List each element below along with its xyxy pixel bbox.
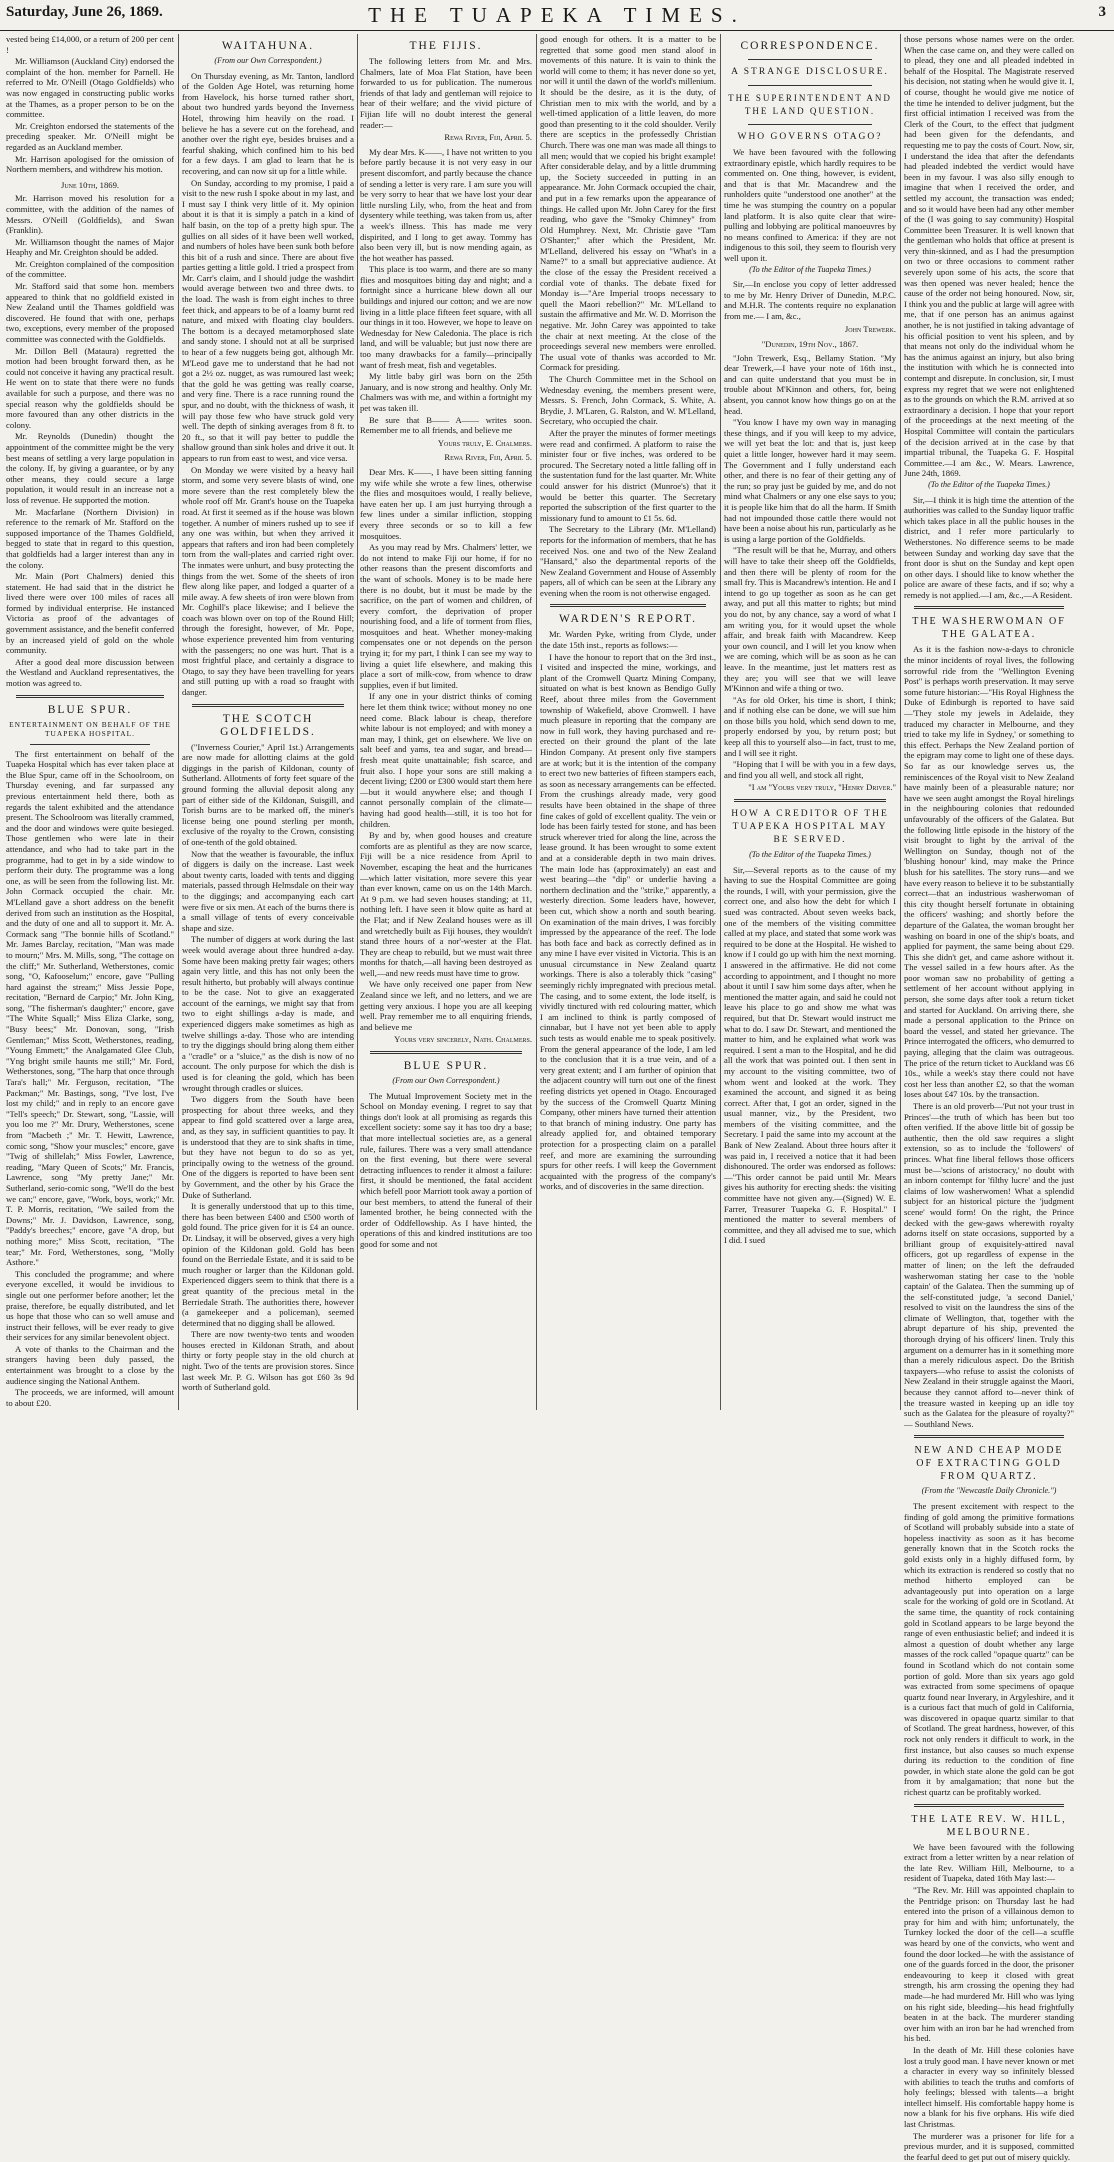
paragraph: On Sunday, according to my promise, I paid a visit to the new rush I spoke about in my last, and I must say I think very little of it. My opinion about it is that it is simply a patch in a kind of half basin, on the top of a pretty high spur. The gullies on all sides of it have been well worked, and numbers of holes have been sunk both before this bit of a rush and since. There are about five parties getting a little gold. I tried a prospect from Mr. Carr's claim, and I should judge the washdirt would average between two and three dwts. to the load. The wash is from eight inches to three feet thick, and appears to be of a loamy burnt red nature, and mixed with floating clay boulders. The bottom is a decayed metamorphosed slate and sandy stone. I should not at all be surprised to hear of a few nuggets being got, although Mr. M'Leod gave me to understand that he had not got a 2½ oz. nugget, as was rumoured last week; that the gold he was getting was really coarse, and very fine. There is a race running round the spur, and no doubt, with the thickness of wash, it will pay those few who have struck gold very well. The depth of sinking averages from 8 ft. to 20 ft., so that it will pay better to puddle the shallow ground than sink holes and drive it out. It appears to run from east to west, and vice versa.	[182, 177, 354, 463]
section-divider	[16, 695, 164, 698]
section-heading: THE FIJIS.	[409, 40, 483, 52]
column-2	[182, 34, 354, 1410]
section-heading: BLUE SPUR.	[403, 1060, 489, 1073]
paragraph: "The result will be that he, Murray, and others will have to take their sheep off the Goldfields, and then there will be plenty of room for the small fry. This is Macandrew's intention. He and I intend to go up together as soon as he can get away, and put all this matter to rights; but mind you do not, by any chance, say a word of what I am writing you, for it would upset the whole affair, and break faith with Macandrew. Keep your own council, and I will let you know when we are coming, which will be as soon as he can leave. In the meantime, just let matters rest as they are; you will see that we will leave M'Kinnon and wife a thing or two.	[724, 545, 896, 694]
paragraph: good enough for others. It is a matter to be regretted that some good men stand aloof in movements of this nature. It is vain to think the world will come to them; it has never done so yet, nor will it until the dawn of the world's millenium. It should be the desire, as it is the duty, of Christian men to mix with the world, and by a well-timed application of a little leaven, do more good than presenting to it the cold shoulder. Verily there are sceptics in the professedly Christian Church. There was one man was made all things to all men; would that we copied his bright example! After considerable delay, and by a little drumming up, the Society succeeded in putting in an appearance. Mr. John Cormack occupied the chair, and put in a few remarks upon the appearance of things. He called upon Mr. John Carey for the first reading, who gave the "Smoky Chimney" from Old Humphrey. Next, Mr. Christie gave "Tam O'Shanter;" after which the President, Mr. M'Lelland, delivered his essay on "What's in a Name?" to a small but appreciative audience. At the close of the essay the President received a cordial vote of thanks. The debate fixed for Monday is—"Are Imperial troops necessary to quell the Maori rebellion?" Mr. M'Lelland to sustain the affirmative and Mr. W. D. Morrison the negative. Mr. John Carey was appointed to take the chair at next meeting. At the close of the proceedings several new members were enrolled. The usual vote of thanks was accorded to Mr. Cormack for presiding.	[540, 34, 716, 373]
column-3	[360, 34, 532, 1410]
paragraph: Mr. Williamson thought the names of Major Heaphy and Mr. Creighton should be added.	[6, 236, 174, 258]
paragraph: There is an old proverb—'Put not your trust in Princes'—the truth of which has been but too often verified. If the above little bit of gossip be authentic, then the old saw requires a slight extension, so as to include the 'followers' of princes. What fine liberal fellows those officers must be—'scions of aristocracy,' no doubt with an inborn contempt for 'filthy lucre' and the just claims of low washerwomen! What a splendid subject for an historical picture the 'judgment scene' would form! On the right, the Prince decked with the gew-gaws wherewith royalty adorns itself on state occasions, supported by a brilliant group of exquisitely-attired naval officers, got up regardless of expense in the matter of linen; on the left the defrauded washerwoman stating her case to the 'noble captain' of the Galatea. Then the summing up of the self-constituted judge, 'a second Daniel,' resolved to visit on the laundress the sins of the climate of Wellington, that, together with the abrupt departure of his ship, prevented the thorough drying of his officers' linen. Truly this argument on a demurrer has in it something more than a merely ridiculous aspect. Do the British taxpayers—who refuse to assist the colonists of New Zealand in their struggle against the Maori, because they cannot afford to—never think of the treasure wasted in keeping up an idle toy such as the Galatea for the pleasure of royalty?" — Southland News.	[904, 1101, 1074, 1429]
paragraph: Mr. Harrison moved his resolution for a committee, with the addition of the names of Messrs. O'Neill (Goldfields), and Swan (Franklin).	[6, 193, 174, 236]
paragraph: Mr. Reynolds (Dunedin) thought the appointment of the committee might be the very best means of settling a very large population in the colony. If, by giving a guarantee, or by any other means, they could secure a large population, it would result in an increase not a loss of revenue. He supported the motion.	[6, 431, 174, 505]
byline: (From our Own Correspondent.)	[392, 1076, 500, 1086]
section-heading: THE LATE REV. W. HILL, MELBOURNE.	[911, 1813, 1067, 1838]
column-5	[724, 34, 896, 1410]
paragraph: Mr. Williamson (Auckland City) endorsed the complaint of the hon. member for Parnell. He referred to Mr. O'Neill (Otago Goldfields) who was now engaged in constructing public works at the Thames, as a proper person to be on the committee.	[6, 56, 174, 120]
source-credit: (From the "Newcastle Daily Chronicle.")	[921, 1486, 1057, 1496]
letter-heading: (To the Editor of the Tuapeka Times.)	[749, 850, 871, 860]
paragraph: On Monday we were visited by a heavy hail storm, and some very severe blasts of wind, one more severe than the rest completely blew the whole roof off Mr. Grant's house on the Tuapeka road. At first it seemed as if the house was blown together. A number of miners rushed up to see if any one was within, but when they arrived it appears that rafters and iron had been completely torn from the wall-plates and carried right over. The inmates were unhurt, and busy protecting the things from the wet. Some of the sheets of iron flew along like paper, and lodged a quarter of a mile away. A few sheets of iron were blown from Mr. Coghill's place likewise; and I believe the coach was blown over on top of the Round Hill; through the foresight, however, of Mr. Pope, whose experience prevented him from venturing with the passengers; no one was hurt. That is a most frightful place, and certainly a disgrace to Otago, to say they have been travelling for years and still putting up with a road so fraught with danger.	[182, 464, 354, 698]
paragraph: The following letters from Mr. and Mrs. Chalmers, late of Moa Flat Station, have been forwarded to us for publication. The numerous friends of that lady and gentleman will rejoice to hear of their welfare; and the vivid picture of Fijian life will no doubt interest the general reader:—	[360, 56, 532, 130]
column-4	[540, 34, 716, 1410]
signature: Yours very sincerely, Nath. Chalmers.	[394, 1034, 532, 1045]
short-rule	[748, 85, 872, 86]
section-heading: THE SCOTCH GOLDFIELDS.	[220, 712, 316, 738]
paragraph: We have been favoured with the following extract from a letter written by a near relation of the late Rev. William Hill, Melbourne, to a resident of Tuapeka, dated 16th May last:—	[904, 1841, 1074, 1884]
section-heading: NEW AND CHEAP MODE OF EXTRACTING GOLD FROM QUARTZ.	[914, 1445, 1064, 1483]
section-heading: WAITAHUNA.	[221, 40, 315, 52]
paragraph: Mr. Warden Pyke, writing from Clyde, under the date 15th inst., reports as follows:—	[540, 629, 716, 651]
short-rule	[748, 59, 872, 60]
short-rule	[748, 124, 872, 125]
paragraph: Mr. Stafford said that some hon. members appeared to think that no goldfield existed in New Zealand until the Thames goldfield was discovered. He found that with one, perhaps two, exceptions, every member of the proposed committee was connected with the Goldfields.	[6, 281, 174, 345]
paragraph: "John Trewerk, Esq., Bellamy Station. "My dear Trewerk,—I have your note of 16th inst., and can quite understand that you must be in trouble about M'Kinnon and others, for, being absent, you cannot know how things go on at the head.	[724, 352, 896, 416]
paragraph: We have only received one paper from New Zealand since we left, and no letters, and we are getting very anxious. I hope you are all keeping well. Pray remember me to all enquiring friends, and believe me	[360, 979, 532, 1032]
paragraph: I have the honour to report that on the 3rd inst., I visited and inspected the mine, workings, and plant of the Cromwell Quartz Mining Company, situated on what is best known as Bendigo Gully Reef, about three miles from the Government township of Wakefield, above Cromwell. I have much pleasure in reporting that the company are now in full work, they having purchased and re-erected on their ground the plant of the late Hindon Company. At present only five stampers are at work; but it is the intention of the company to erect two new batteries of fifteen stampers each, as soon as necessary arrangements can be effected. From the crushings already made, very good results have been obtained in the shape of three fine cakes of gold of excellent quality. The vein or lode has been fairly tested for stone, and has been struck wherever tried for along the line, across the lease ground. It has been wrought to some extent and at a considerable depth in two main drives. The main lode has (approximately) an east and west bearing—the "dip" or underlie having a northern declination and the "strike," apparently, a westerly direction. Some leaders have, however, been cut, which show a north and south bearing. On examination of the main drives, I was forcibly impressed by the appearance of the reef. The lode has both face and back as correctly defined as in any mine I have ever visited in Victoria. This is an unusual circumstance in New Zealand quartz workings. There is also a tolerably thick "casing" seemingly richly impregnated with precious metal. The casing, and to some extent, the lode itself, is vividly tinctured with red colouring matter, which I am inclined to think is partly composed of cinnabar, but I have not yet been able to apply such tests as would enable me to speak positively. From the general appearance of the lode, I am led to the conclusion that it is a true vein, and of a very great extent; and I am further of opinion that the adjacent country will turn out one of the finest reefing districts yet opened in Otago. Encouraged by the success of the Cromwell Quartz Mining Company, other miners have turned their attention to that branch of mining industry. One party has already applied for, and obtained temporary protection for a prospecting claim on a parallel reef, and more are examining the surrounding spurs for other reefs. I will keep the Government acquainted with the progress of the company's works, and of discoveries in the same direction.	[540, 651, 716, 1192]
column-1	[6, 34, 174, 1410]
section-heading: BLUE SPUR.	[47, 703, 133, 716]
paragraph: A vote of thanks to the Chairman and the strangers having been duly passed, the entertainment was brought to a close by the audience singing the National Anthem.	[6, 1343, 174, 1386]
paragraph: By and by, when good houses and creature comforts are as plentiful as they are now scarce, Fiji will be a nice residence from April to November, escaping the heat and the hurricanes—which latter visitation, more severe this year than ever known, came on us on the 14th March. At 9 p.m. we had seven houses standing; at 11, nothing left. I have seen it blow quite as hard at the Flat; and if New Zealand houses were as ill and wretchedly built as Fiji houses, they wouldn't stand three hours of a nor'-wester at the Flat. They are cheap to rebuild, but we must wait three months for thatch,—all having been destroyed as well,—and new reeds must have time to grow.	[360, 830, 532, 978]
paragraph: The murderer was a prisoner for life for a previous murder, and it is supposed, committed the fearful deed to get put out of misery quickly.	[904, 2130, 1074, 2162]
paragraph: If any one in your district thinks of coming here let them think twice; without money no one need come. Black labour is cheap, therefore white labour is not employed; and with money a man may, I think, get on elsewhere. We live on salt beef and yams, tea and sugar, and bread—fresh meat quite unattainable; fish scarce, and fruit also. I hope your sons are still making a decent living; £200 or £300 would start them here—but it would anywhere else; and though I cannot personally complain of the climate—having had good health—still, it is too hot for children.	[360, 691, 532, 829]
section-divider	[914, 606, 1064, 609]
paragraph: This place is too warm, and there are so many flies and mosquitoes biting day and night; and a fortnight since a hurricane blew down all our buildings and injured our cotton; and we are now living in a little place fifteen feet square, with all our things in it too. However, we hope to leave on Wednesday for New Caledonia. The place is rich land, and will be valuable; but just now there are too many drawbacks for a family—principally want of fresh meat, fish and vegetables.	[360, 264, 532, 370]
section-divider	[734, 799, 886, 802]
masthead-title: THE TUAPEKA TIMES.	[368, 3, 746, 27]
column-rule	[536, 34, 537, 1410]
paragraph: "As for old Orker, his time is short, I think; and if nothing else can be done, we will sue him on those bills you hold, which send down to me, properly endorsed by you, by return post; but keep all this to yourself also—in fact, trust to me, and I will see it right.	[724, 694, 896, 758]
section-heading: THE WASHERWOMAN OF THE GALATEA.	[912, 616, 1066, 641]
paragraph: Mr. Main (Port Chalmers) denied this statement. He had said that in the district he lived there were over 100 miles of races all formed by individual enterprise. He instanced Victoria as proof of the advantages of government assistance, and the benefit conferred by an increased yield of gold on the whole community.	[6, 571, 174, 656]
paragraph: Two diggers from the South have been prospecting for about three weeks, and they appear to find gold scattered over a large area, and, as they say, in sufficient quantities to pay. It is understood that they are to sink shafts in time, but they have not begun to do so as yet, principally owing to the wetness of the ground. One of the diggers is reported to have been sent by Government, and the other by his Grace the Duke of Sutherland.	[182, 1094, 354, 1200]
paragraph: Mr. Creighton endorsed the statements of the preceding speaker. Mr. O'Neill might be regarded as an Auckland member.	[6, 120, 174, 152]
column-rule	[720, 34, 721, 1410]
paragraph: The Secretary to the Library (Mr. M'Lelland) reports for the information of members, that he has received Nos. one and two of the New Zealand "Hansard," also the departmental reports of the New Zealand Government and House of Assembly papers, all of which can be seen at the Library any evening when the room is not otherwise engaged.	[540, 524, 716, 598]
paragraph: After a good deal more discussion between the Westland and Auckland representatives, the motion was agreed to.	[6, 656, 174, 689]
section-divider	[914, 1804, 1064, 1807]
paragraph: In the death of Mr. Hill these colonies have lost a truly good man. I have never known or met a character in every way so infinitely blessed with abilities to teach the truths and comforts of holy feelings; blessed with talents—a bright intellect himself. His comfortable happy home is now a blank for his five orphans. His wife died last Christmas.	[904, 2044, 1074, 2130]
paragraph: Mr. Harrison apologised for the omission of Northern members, and withdrew his motion.	[6, 153, 174, 175]
paragraph: "You know I have my own way in managing these things, and if you will keep to my advice, we will yet beat the lot: and that is, just keep quiet a little longer, however hard it may seem. The Government and I fully understand each other, and there is no fear of their getting any of the run; so pray just be guided by me, and do not mind what Chalmers or any one else says to you; it is people like him that do all the harm. If Smith had not impounded those cattle there would not have been a noise about his run, particularly as he is using a large portion of the Goldfields.	[724, 417, 896, 544]
letter-date: "Dunedin, 19th Nov., 1867.	[761, 339, 859, 350]
paragraph: The first entertainment on behalf of the Tuapeka Hospital which has ever taken place at the Blue Spur, came off in the Schoolroom, on Thursday evening, and far surpassed any previous entertainment held there, both as regards the talent exhibited and the attendance present. The Schoolroom was literally crammed, and the door and windows were quite besieged. Those gentlemen who were late in their attendance, and who had to take part in the programme, had to get in by a side window to perform their duty. The programme was a long one, as will be seen from the following list. Mr. John Cormack occupied the chair. Mr. M'Lelland gave a short address on the benefit derived from such an institution as the Hospital, and the duty of one and all to support it. Mr. A. Cormack sang "The bonnie hills of Scotland." Mr. James Barclay, recitation, "Man was made to mourn;" Mrs. M. Mills, song, "The cottage on the cliff;" Mr. Sutherland, Wetherstones, comic song, "O, Kafooselum;" encore, gave "Pulling hard against the stream;" Miss Jessie Pope, recitation, "Bernard de Carpio;" Mr. John King, song, "The fisherman's daughter;" encore, gave "The White Squall;" Miss Eliza Clarke, song, "Busy bees;" Mr. Donovan, song, "Irish Gentleman;" Miss Scott, Wetherstones, reading, "Young Emmett;" the Analgamated Glee Club, "Yng bright smile haunts me still;" Mr. Ford, Wetherstones, song, "The harp that once through Tara's hall;" Mr. Ferguson, recitation, "The Packman;" Mr. Bastings, song, "I've lost, I've lost my child;" and in reply to an encore gave "Tell's speech;" Dr. Stewart, song, "Lassie, will you loo me ?" Mr. Drury, Wetherstones, scene from "Macbeth ;" Mr. T. Hewitt, Lawrence, comic song, "Show your muscles;" encore, gave "Twig of shillelah;" Miss Fowler, Lawrence, reading, "Mary Queen of Scots;" Mr. Francis, Lawrence, song "My pretty Jane;" Mr. Sutherland, serio-comic song, "We'll do the best we can;" encore, gave, "Work, boys, work;" Mr. T. P. Morris, recitation, "We sailed from the Downs;" Mr. J. Davidson, Lawrence, song, "Paddy's breeches;" encore, gave "A drop, but nothing more;" Miss Scott, recitation, "The tear;" Mr. Ford, Wetherstones, song, "Molly Asthore."	[6, 748, 174, 1268]
paragraph: This concluded the programme; and where everyone excelled, it would be invidious to single out one performer before another; let the praise, therefore, be equally distributed, and let us hope that those who can so well amuse and instruct their fellows, will be ever ready to give their services for any similar benevolent object.	[6, 1268, 174, 1343]
paragraph: We have been favoured with the following extraordinary epistle, which hardly requires to be commented on. One thing, however, is evident, and that is that Mr. Macandrew and the runholders quite "understood one another" at the time he was stumping the country on a popular land platform. It is also quite clear that wire-pulling and lobbying are political manoeuvres by no means confined to America: if they are not indigenous to this soil, they seem to flourish very well upon it.	[724, 147, 896, 263]
dateline: June 10th, 1869.	[60, 179, 120, 190]
paragraph: The present excitement with respect to the finding of gold among the primitive formations of Scotland will probably subside into a state of hopeless inactivity as soon as it has become generally known that in the Scotch rocks the gold exists only in a highly diffused form, by which its extraction is rendered so costly that no method hitherto employed can be advantageously put into operation on a large scale for the working of gold ore in Scotland. At the same time, the quantity of rock containing gold in Scotland appears to be large beyond the range of even enthusiastic belief; and indeed it is almost a question of doubt whether any large masses of the rock called "opaque quartz" can be found in Scotland which do not contain some portion of gold. More than six years ago gold was extracted from some specimens of opaque quartz found near Inverary, in Argyleshire, and it is a curious fact that much of gold in California, was discovered in opaque quartz similar to that of Scotland. The great hardness, however, of this rock not only renders it difficult to work, in the first instance, but also causes so much expense during its reduction to the condition of fine powder, in which state alone the gold can be got from it by amalgamation; that none but the richest quartz can be profitably worked.	[904, 1501, 1074, 1798]
column-rule	[357, 34, 358, 1410]
paragraph: The Mutual Improvement Society met in the School on Monday evening. I regret to say that things don't look at all promising as regards this excellent society: some say it has too dry a base; that more intellectual societies are, as a general rule, failures. There was a very small attendance on the first evening, but there were several detracting influences to render it almost a failure: first, it should be mentioned, the fatal accident which befell poor Marriott took away a portion of our best members, to attend the funeral of their lamented brother, he being connected with the order of Oddfellowship. As I have hinted, the operations of this and kindred institutions are too good for some and not	[360, 1090, 532, 1249]
paragraph: As it is the fashion now-a-days to chronicle the minor incidents of royal lives, the following sorrowful ride from the "Wellington Evening Post" is perhaps worth preservation. It may serve some future historian:—"His Royal Highness the Duke of Edinburgh is reported to have said—'They stole my jewels in Adelaide, they traduced my character in Melbourne, and they tried to take my life in Sydney,' or something to this effect. Perhaps the New Zealand portion of the epigram may come to light one of these days. So far as our knowledge serves us, the reminiscences of the Royal visit to New Zealand have mainly been of a pleasurable nature; nor have we seen aught amongst the Royal hirelings in the neighbouring colonies that redounded unfavourably of the officers of the Galatea. But the following little episode in the history of the visit brought to light by the arrival of the Wellington on Sunday, though not of the 'blushing honour' kind, may make the Prince blush for his satellites. The story runs—and we have every reason to believe it to be substantially correct—that an industrious washerwoman of this city thought herself fortunate in obtaining the officers' washing; and shortly before the departure of the Galatea, the woman brought her washing on board in one of the ship's boats, and applied for payment, the same being about £29. This she didn't get, and came ashore without it. The vessel sailed in a few hours after. As the poor woman saw no probability of getting a settlement of her account without applying in person, she some days after took a return ticket and started for Auckland. On arriving there, she made a personal application to the Prince on board the vessel, and stated her grievance. The Prince interrogated the officers, who demurred to paying, alleging that the claim was outrageous. The price of the return ticket to Auckland was £6 10s., while a week's stay there could not have cost her less than another £2, so that the woman loses about £47 10s. by the transaction.	[904, 644, 1074, 1100]
paragraph: Mr. Dillon Bell (Mataura) regretted the motion had been brought forward then, as he could not conceive it having any practical result. He went on to state that there were no funds available for such a purpose, and there was no special reason why the goldfields should be more favoured than any other districts in the colony.	[6, 345, 174, 430]
paragraph: My little baby girl was born on the 25th January, and is now strong and healthy. Only Mr. Chalmers was with me, and within a fortnight my pet was taken ill.	[360, 371, 532, 413]
paragraph: Now that the weather is favourable, the influx of diggers is daily on the increase. Last week about twenty carts, loaded with tents and digging materials, passed through Helmsdale on their way to the diggings; and accompanying each cart were five or six men. At each of the burns there is a small village of tents of every conceivable shape and size.	[182, 848, 354, 933]
section-heading: WARDEN'S REPORT.	[559, 613, 697, 626]
letter-heading: (To the Editor of the Tuapeka Times.)	[928, 479, 1050, 489]
paragraph: Sir,—Several reports as to the cause of my having to sue the Hospital Committee are going the rounds, I will, with your permission, give the correct one, and also how the debt for which I sued was contracted. About seven weeks back, one of the members of the visiting committee called at my place, and stated that some work was required to be done at the Hospital. He wished to know if I could go up with him the next morning. I answered in the affirmative. He did not come according to appointment, and I thought no more about it until I saw him some days after, when he mentioned the matter again, and said he could not leave his place to go and show me what was required, but that Dr. Stewart would instruct me what to do. I saw Dr. Stewart, and mentioned the matter to him, and he explained what work was required. I sent a man to the Hospital, and he did all the work that was pointed out. I then sent in my account to the visiting committee, two of whom went and looked at the work. They examined the account, and signed it as being correct. After that, I got an order, signed in the usual manner, viz., by the President, two members of the visiting committee, and the Secretary. I paid the same into my account at the Bank of New Zealand. About three hours after it was paid in, I received a notice that it had been dishonoured. The order was endorsed as follows:—"This order cannot be paid until Mr. Mears gives his authority for erecting sheds: the visiting committee have not given any.—(Signed) W. E. Farrer, Treasurer Tuapeka G. F. Hospital." I mentioned the matter to several members of committee, and they all advised me to sue, which I did. I sued	[724, 864, 896, 1246]
paragraph: Mr. Macfarlane (Northern Division) in reference to the remark of Mr. Stafford on the supposed importance of the Thames Goldfield, begged to state that in regard to this question, that goldfields had a larger interest than any in the colony.	[6, 506, 174, 570]
byline: (From our Own Correspondent.)	[214, 56, 322, 65]
paragraph: vested being £14,000, or a return of 200 per cent !	[6, 34, 174, 55]
paragraph: On Thursday evening, as Mr. Tanton, landlord of the Golden Age Hotel, was returning home from Havelock, his horse turned rather short, about two hundred yards beyond the Inverness Hotel, throwing him heavily on the road. I believe he has a severe cut on the forehead, and another over the right eye, besides bruises and a fearful shaking, which confined him to his bed for a few days. I am glad to learn that he is recovering, and can now sit up for a little while.	[182, 70, 354, 176]
paragraph: Dear Mrs. K——, I have been sitting fanning my wife while she wrote a few lines, otherwise the flies and mosquitoes would, I really believe, have eaten her up. I am just hurrying through a few lines under a similar infliction, stopping every three seconds or so to kill a few mosquitoes.	[360, 466, 532, 541]
section-heading: CORRESPONDENCE.	[740, 40, 880, 52]
section-heading: THE SUPERINTENDENT AND THE LAND QUESTION.	[728, 93, 892, 116]
paragraph: Sir,—In enclose you copy of letter addressed to me by Mr. Henry Driver of Dunedin, M.P.C. and M.H.R. The contents require no explanation from me.— I am, &c.,	[724, 279, 896, 321]
paragraph: ("Inverness Courier," April 1st.) Arrangements are now made for allotting claims at the gold diggings in the parish of Kildonan, county of Sutherland. Allotments of forty feet square of the ground forming the alluvial deposit along any part of either side of the Kildonan, Suisgill, and Torish burns are to be marked off, the miner's license being one pound sterling per month, exclusive of the royalty to the Crown, consisting of one-tenth of the gold obtained.	[182, 741, 354, 847]
paragraph: As you may read by Mrs. Chalmers' letter, we do not intend to make Fiji our home, if for no other reasons than the present discomforts and the want of schools. Money is to be made here there is no doubt, but it must be made by the sacrifice, on the part of women and children, of every comfort, the deprivation of proper nourishing food, and a life of torment from flies, mosquitoes and heat. Whether money-making compensates one or not depends on the person trying it; for my part, I think I can see my way to living a quiet life elsewhere, and making this place a sort of milk-cow, from whence to draw supplies, even if but limited.	[360, 542, 532, 690]
section-heading: WHO GOVERNS OTAGO?	[737, 132, 883, 142]
issue-date: Saturday, June 26, 1869.	[6, 4, 163, 20]
paragraph: There are now twenty-two tents and wooden houses erected in Kildonan Strath, and about thirty or forty people stay in the old church at night. Two of the tents are provision stores. Since last week Mr. P. G. Wilson has got £60 3s 9d worth of Sutherland gold.	[182, 1329, 354, 1393]
section-heading: HOW A CREDITOR OF THE TUAPEKA HOSPITAL MAY BE SERVED.	[731, 809, 889, 846]
paragraph: My dear Mrs. K——, I have not written to you before partly because it is not very easy in our present discomfort, and partly because the chance of sending a letter is very rare. I am sure you will be very sorry to hear that we have lost your dear little nursling Lily, who, from the heat and from dysentery while teething, was taken from us, after a week's illness. This has made me very dispirited, and I long to get away. Tommy has also been very ill, but is now mending again, as the hot weather has passed.	[360, 146, 532, 263]
signature: "I am "Yours very truly, "Henry Driver."	[748, 782, 896, 793]
paragraph: It is generally understood that up to this time, there has been between £400 and £500 worth of gold found. The price given for it is £4 an ounce. Dr. Lindsay, it will be observed, gives a very high opinion of the Kildonan gold. Gold has been found on the Berriedale Estate, and it is said to be much rougher or larger than the Kildonan gold. Experienced diggers seem to think that there is a great quantity of the precious metal in the Berriedale Strath. The authorities there, however (a gamekeeper and a policeman), seemed determined that no digging shall be allowed.	[182, 1201, 354, 1328]
paragraph: Mr. Creighton complained of the composition of the committee.	[6, 258, 174, 280]
section-heading: A STRANGE DISCLOSURE.	[731, 67, 889, 77]
paragraph: "Hoping that I will be with you in a few days, and find you all well, and stock all right,	[724, 759, 896, 780]
section-divider	[370, 1051, 522, 1054]
paragraph: Sir,—I think it is high time the attention of the authorities was called to the Sunday liquor traffic which takes place in all the public houses in the district, and I refer more particularly to Wetherstones. No difference seems to be made between Sunday and working day save that the front door is shut on the Sunday and kept open on other days. I should like to know whether the police are aware of these facts, and if so; why a remedy is not applied.—I am, &c.,—A Resident.	[904, 494, 1074, 600]
newspaper-header	[0, 0, 1114, 31]
page-number: 3	[1098, 4, 1106, 20]
column-6	[904, 34, 1074, 2162]
paragraph: those persons whose names were on the order. When the case came on, and they were called on to plead, they one and all pleaded indebted in behalf of the Hospital. The Magistrate reserved his decision, not stating when he would give it. I, of course, thought he would give me notice of the time he intended to deliver judgment, but the first official intimation I received was from the Clerk of the Court, to the effect that judgment had been given for the defendants, and requesting me to pay the costs of Court. Now, sir, I understand the idea that after the defendants had pleaded indebted the verdict would have been in my favour. I was also silly enough to imagine that when I received the order, and settled my account, the transaction was ended; and so it would have been had any other member of the (I was going to say community) Hospital Committee been Treasurer. It is well known that the gentleman who holds that office at present is very thin-skinned, and as I had the presumption on two or three occasions to comment rather severely upon some of his acts, the score that was then opened was never healed; hence the cause of the order not being honoured. Now, sir, I think you and the public at large will agree with me, that if one person has an animus against another, he is not justified in taking advantage of his official position to vent his spleen, and by that means not only do the individual whom he has the animus against an injury, but also bring the institution with which he is connected into contempt and disrepute. In conclusion, sir, I must express my regret that we were not enlightened as to the grounds on which the R.M. arrived at so extraordinary a decision. I hope that your report of the proceedings at the next meeting of the Hospital Committee will contain the particulars of the decision arrived at in the case by that impartial tribunal, the Tuapeka G. F. Hospital Committee.—I am &c., W. Mears. Lawrence, June 24th, 1869.	[904, 34, 1074, 479]
paragraph: After the prayer the minutes of former meetings were read and confirmed. A platform to raise the minister four or five inches, was ordered to be procured. The Secretary noted a little falling off in the sustentation fund for the last quarter. Mr. White could answer for his district (Munroe's) that it would be better this quarter. The Secretary reported the subscription of the first quarter to the missionary fund to amount to £1 5s. 6d.	[540, 427, 716, 523]
paragraph: The proceeds, we are informed, will amount to about £20.	[6, 1387, 174, 1408]
short-rule	[30, 744, 150, 745]
section-subheading: ENTERTAINMENT ON BEHALF OF THE TUAPEKA HOSPITAL.	[9, 719, 171, 738]
letter-place-date: Rewa River, Fiji, April 5.	[444, 132, 532, 143]
section-divider	[192, 704, 344, 707]
column-rule	[178, 34, 179, 1410]
signature: Yours truly, E. Chalmers.	[437, 437, 532, 448]
letter-heading: (To the Editor of the Tuapeka Times.)	[749, 264, 871, 274]
paragraph: The number of diggers at work during the last week would average about three hundred a-day. Some have been making pretty fair wages; others again very little, and this has not only been the result hitherto, but probably will always continue to be the case. Not to give an exaggerated account of the earnings, we might say that from two to eight shillings a-day is made, and experienced diggers make sometimes as high as twelve shillings a-day. Those who are intending to try the diggings should bring along them either a "cradle" or a "sluice," as the dish is now of no account. The only purpose for which the dish is used is for cleaning the gold, which has been wrought through cradles or sluices.	[182, 934, 354, 1093]
section-divider	[914, 1435, 1064, 1438]
paragraph: The Church Committee met in the School on Wednesday evening, the members present were, Messrs. S. French, John Cormack, S. White, A. Brydie, J. M'Laren, G. Ralston, and W. M'Lelland, Secretary, who occupied the chair.	[540, 374, 716, 427]
column-rule	[900, 34, 901, 1410]
paragraph: Be sure that B—— A—— writes soon. Remember me to all friends, and believe me	[360, 414, 532, 436]
signature: John Trewerk.	[844, 323, 896, 334]
letter-place-date: Rewa River, Fiji, April 5.	[444, 452, 532, 463]
paragraph: "The Rev. Mr. Hill was appointed chaplain to the Pentridge prison: on Thursday last he had entered into the prison of a villainous demon to pray for him and with him; unfortunately, the Turnkey locked the door of the cell—a scuffle was heard by one of the convicts, who went and found the door locked—he with the assistance of one of the guards forced in the door, the prisoner endeavouring to keep it closed with great strength, his arm crossing the opening they had made—he had murdered Mr. Hill who was lying on his right side, bleeding—his head frightfully beaten in at the back. The murderer standing over him with an iron bar he had wrenched from his bed.	[904, 1885, 1074, 2044]
section-divider	[550, 604, 706, 607]
